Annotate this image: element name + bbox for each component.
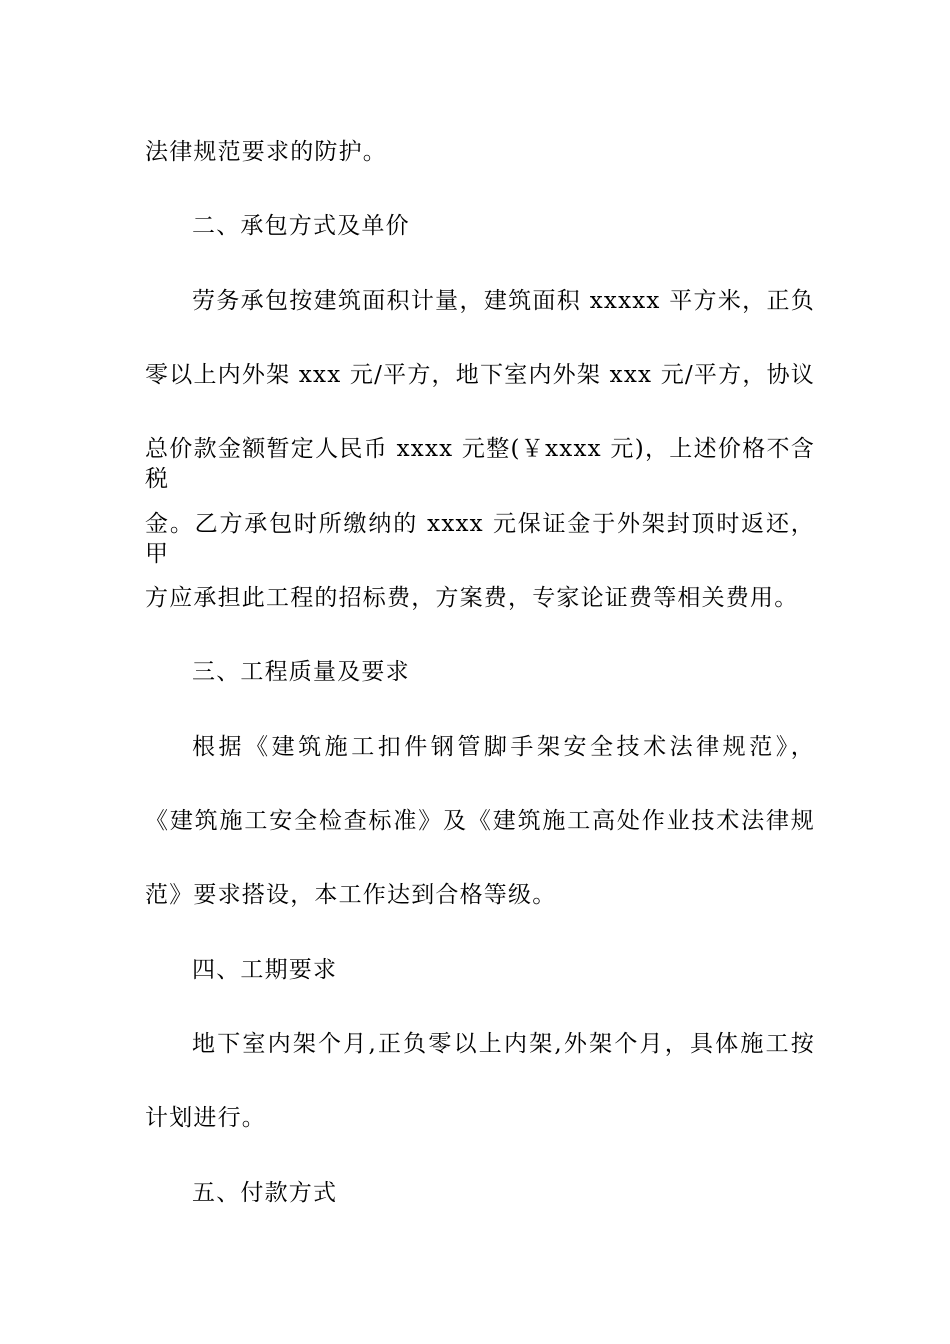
paragraph-line: 范》要求搭设，本工作达到合格等级。 [145, 882, 557, 908]
paragraph-line: 方应承担此工程的招标费，方案费，专家论证费等相关费用。 [145, 585, 799, 611]
paragraph-line: 金。乙方承包时所缴纳的 xxxx 元保证金于外架封顶时返还，甲 [145, 511, 815, 567]
paragraph-line: 总价款金额暂定人民币 xxxx 元整(￥xxxx 元)，上述价格不含税 [145, 436, 815, 492]
paragraph-line: 法律规范要求的防护。 [145, 139, 387, 165]
section-heading-quality: 三、工程质量及要求 [192, 659, 410, 685]
paragraph-line: 《建筑施工安全检查标准》及《建筑施工高处作业技术法律规 [145, 808, 815, 834]
section-heading-contract-method: 二、承包方式及单价 [192, 213, 410, 239]
paragraph-line: 地下室内架个月,正负零以上内架,外架个月，具体施工按 [192, 1031, 815, 1057]
paragraph-line: 劳务承包按建筑面积计量，建筑面积 xxxxx 平方米，正负 [192, 288, 815, 314]
paragraph-line: 计划进行。 [145, 1105, 266, 1131]
paragraph-line: 根据《建筑施工扣件钢管脚手架安全技术法律规范》， [192, 734, 815, 760]
section-heading-payment: 五、付款方式 [192, 1180, 338, 1206]
section-heading-schedule: 四、工期要求 [192, 957, 338, 983]
paragraph-line: 零以上内外架 xxx 元/平方，地下室内外架 xxx 元/平方，协议 [145, 362, 815, 388]
